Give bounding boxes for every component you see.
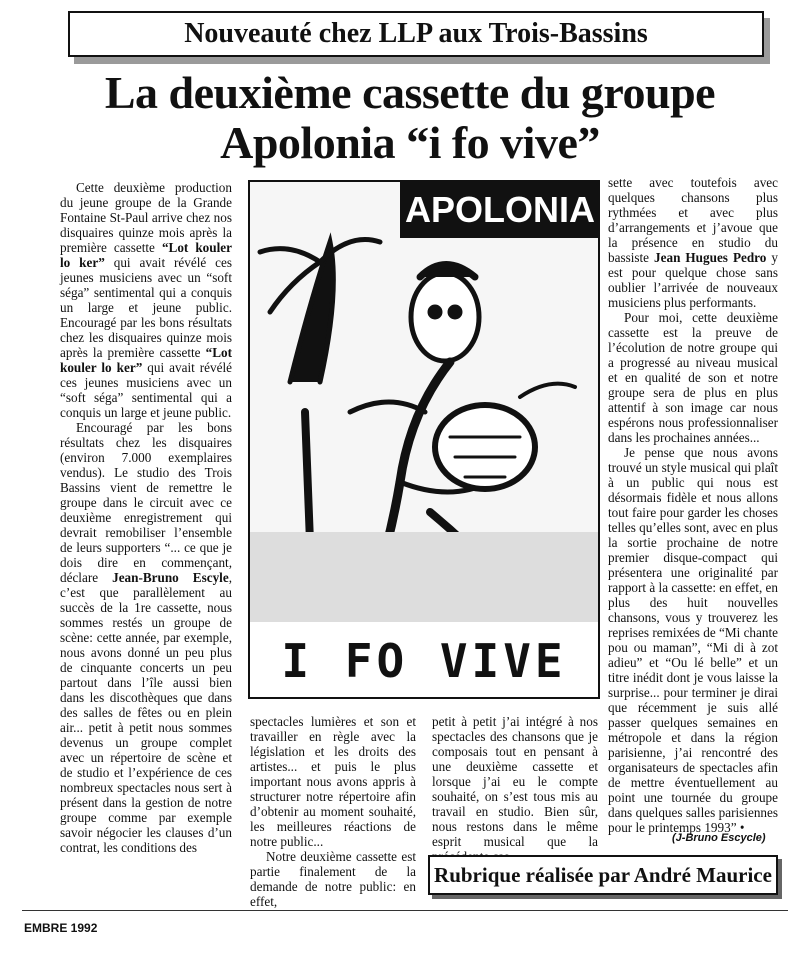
paragraph: Notre deuxième cassette est partie finalement de la demande de notre public: en effet, <box>250 849 416 909</box>
illustration-caption: I FO VIVE <box>281 634 567 688</box>
illustration-title: APOLONIA <box>404 189 596 230</box>
article-headline <box>40 68 780 168</box>
paragraph: petit à petit j’ai intégré à nos spectacles des chansons que je composais tout en pensant à une deuxième cassette et lorsque j’ai eu le compte souhaité, on s’est tous mis au travail en studio. Bien sûr, nous restons dans le même esprit musical que la <box>432 714 598 849</box>
text-column-2 <box>250 714 416 909</box>
footer-date: EMBRE 1992 <box>24 921 98 935</box>
paragraph: sette avec toutefois avec quelques chansons plus rythmées et avec plus d’arrangements et j’avoue que la présence en studio du bassiste Jean Hugues Pedro y est pour quelque chose sans oublier l’arrivée de nouveaux musiciens plus performants. <box>608 175 779 310</box>
headline-line-2: Apolonia “i fo vive” <box>220 117 600 168</box>
paragraph: Encouragé par les bons résultats chez les disquaires (environ 7.000 exemplaires vendus). Le studio des Trois Bassins vient de remettre le groupe dans le circuit avec ce deuxième enregistrement qui devrait remobiliser l’ensemble de leurs supporters “... ce que je dois dire en commençant, déclare Jean-Bruno Escyle, c’est que parallèlement au succès de la 1re cassette, nous sommes restés un groupe de scène: cette année, par exemple, nous avons donné un peu plus de cinquante concerts un peu partout dans l’île aussi bien dans les discothèques que dans des salles de fêtes ou en plein air... petit à petit nous sommes devenus un groupe complet avec un répertoire de scène et de studio et l’expérience de ces nombreux spectacles nous sert à présent dans la gestion de notre groupe comme par exemple savoir négocier les clauses d’un contrat, les conditions des <box>60 420 232 855</box>
paragraph: Cette deuxième production du jeune groupe de la Grande Fontaine St-Paul arrive chez nos disquaires quinze mois après la première cassette “Lot kouler lo ker” qui avait révélé ces jeunes musiciens avec un “soft séga” sentimental qui a conquis un large et jeune public. Encouragé par les bons résultats chez les disquaires quinze mois après la première cassette “Lot kouler lo ker” qui avait révélé ces jeunes musiciens avec un “soft séga” sentimental qui a conquis un large et jeune public. <box>60 180 232 420</box>
author-signature: (J-Bruno Escycle) <box>672 832 766 844</box>
kicker-headline: Nouveauté chez LLP aux Trois-Bassins <box>68 11 764 57</box>
text-column-4 <box>608 175 778 835</box>
paragraph: Je pense que nous avons trouvé un style musical qui plaît à un public qui nous est désormais fidèle et nous allons tout faire pour garder les choses telles qu’elles sont, avec en plus la sortie prochaine de notre premier disque-compact qui présentera une originalité par rapport à la cassette: en effet, en plus des huit nouvelles chansons, vous y trouverez les reprises remixées de “Mi chante pou ou maman”, “Mi di à zot adieu” et “Ou lé belle” et un titre inédit dont je vous laisse la surprise... pour terminer je dirai que récemment je suis allé passer quelques semaines en métropole et dans la région parisienne, j’ai rencontré des organisateurs de spectacles afin de mettre éventuellement au point une tournée du groupe dans quelques salles parisiennes pour le printemps 1993” • <box>608 445 779 835</box>
paragraph: Pour moi, cette deuxième cassette est la preuve de l’écolution de notre groupe qui a progressé au niveau musical et en qualité de son et notre groupe sera de plus en plus attentif à son image car nous espérons nous professionnaliser dans les prochaines années... <box>608 310 778 445</box>
text-column-1 <box>60 180 232 900</box>
text-column-3 <box>432 714 598 864</box>
footer-divider <box>22 910 788 911</box>
paragraph: spectacles lumières et son et travailler en règle avec la législation et les droits des artistes... et puis le plus important nous avons appris à structurer notre répertoire afin d’obtenir au moment souhaité, les meilleures réactions de notre public... <box>250 714 416 849</box>
rubrique-credit-box: Rubrique réalisée par André Maurice <box>428 855 778 895</box>
cover-illustration <box>248 180 600 699</box>
headline-line-1: La deuxième cassette du groupe <box>104 67 716 118</box>
